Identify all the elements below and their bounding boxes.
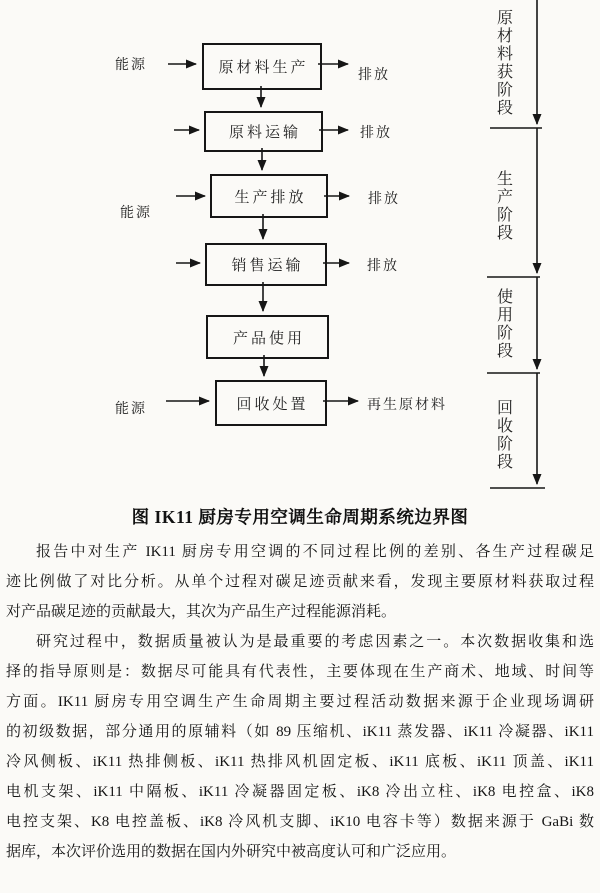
body-text-line: 报告中对生产 IK11 厨房专用空调的不同过程比例的差别、各生产过程碳足 xyxy=(36,544,594,560)
body-text-line: 研究过程中，数据质量被认为是最重要的考虑因素之一。本次数据收集和选 xyxy=(36,634,594,650)
body-text-line: 电控支架、K8 电控盖板、iK8 冷风机支脚、iK10 电容卡等）数据来源于 GaBi 数 xyxy=(6,814,594,830)
body-text xyxy=(6,537,594,867)
recycled-material-label: 再生原材料 xyxy=(367,398,447,413)
body-text-line: 方面。IK11 厨房专用空调生产生命周期主要过程活动数据来源于企业现场调研 xyxy=(6,694,594,710)
body-text-line: 的初级数据，部分通用的原辅料（如 89 压缩机、iK11 蒸发器、iK11 冷凝器、iK11 xyxy=(6,724,594,740)
body-text-line: 迹比例做了对比分析。从单个过程对碳足迹贡献来看，发现主要原材料获取过程 xyxy=(6,574,594,590)
body-text-line: 据库，本次评价选用的数据在国内外研究中被高度认可和广泛应用。 xyxy=(6,844,457,860)
emission-label: 排放 xyxy=(358,68,390,83)
emission-label: 排放 xyxy=(360,126,392,141)
body-text-line: 对产品碳足迹的贡献最大，其次为产品生产过程能源消耗。 xyxy=(6,604,397,620)
flow-box-production-emission: 生产排放 xyxy=(210,174,328,218)
emission-label: 排放 xyxy=(368,192,400,207)
emission-label: 排放 xyxy=(367,259,399,274)
stage-label-recycling: 回收阶段 xyxy=(494,399,512,471)
figure-caption: 图 IK11 厨房专用空调生命周期系统边界图 xyxy=(131,507,469,527)
body-text-line: 择的指导原则是：数据尽可能具有代表性，主要体现在生产商术、地域、时间等 xyxy=(6,664,594,680)
energy-label: 能源 xyxy=(115,58,147,73)
stage-label-production: 生产阶段 xyxy=(494,170,512,242)
body-text-line: 电机支架、iK11 中隔板、iK11 冷凝器固定板、iK8 冷出立柱、iK8 电控盒、iK8 xyxy=(6,784,594,800)
stage-label-use: 使用阶段 xyxy=(494,288,512,360)
energy-label: 能源 xyxy=(120,206,152,221)
flow-box-product-use: 产品使用 xyxy=(206,315,329,359)
stage-label-raw-material-acquisition: 原材料获阶段 xyxy=(494,9,512,117)
flow-box-recycling-disposal: 回收处置 xyxy=(215,380,327,426)
body-text-line: 冷风侧板、iK11 热排侧板、iK11 热排风机固定板、iK11 底板、iK11 顶盖、iK11 xyxy=(6,754,594,770)
flow-box-raw-material-production: 原材料生产 xyxy=(202,43,322,90)
energy-label: 能源 xyxy=(115,402,147,417)
flow-box-sales-transport: 销售运输 xyxy=(205,243,327,286)
flow-box-material-transport: 原料运输 xyxy=(204,111,323,152)
